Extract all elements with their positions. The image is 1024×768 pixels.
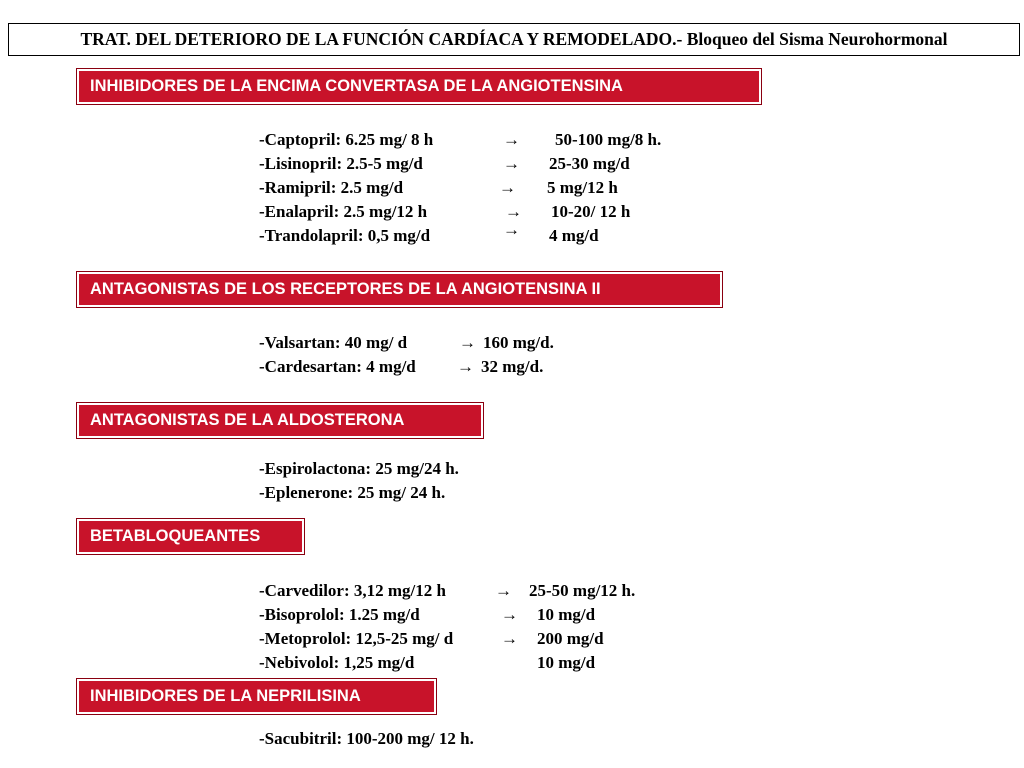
drug-dose: -Nebivolol: 1,25 mg/d	[259, 653, 415, 672]
arrow-icon: →	[501, 605, 518, 624]
target-dose: 4 mg/d	[549, 226, 599, 245]
drug-dose: -Bisoprolol: 1.25 mg/d	[259, 605, 420, 624]
target-dose: 5 mg/12 h	[547, 178, 618, 197]
drug-dose: -Metoprolol: 12,5-25 mg/ d	[259, 629, 454, 648]
section-header-ara: ANTAGONISTAS DE LOS RECEPTORES DE LA ANGIOTENSINA II	[77, 272, 722, 307]
target-dose: 160 mg/d.	[483, 333, 554, 352]
drug-dose: -Sacubitril: 100-200 mg/ 12 h.	[259, 729, 474, 748]
arrow-icon: →	[459, 333, 476, 352]
arrow-icon: →	[503, 220, 520, 239]
drug-dose: -Lisinopril: 2.5-5 mg/d	[259, 154, 423, 173]
drug-dose: -Ramipril: 2.5 mg/d	[259, 178, 404, 197]
drug-dose: -Espirolactona: 25 mg/24 h.	[259, 459, 459, 478]
drug-dose: -Captopril: 6.25 mg/ 8 h	[259, 130, 434, 149]
drug-dose: -Eplenerone: 25 mg/ 24 h.	[259, 483, 446, 502]
arrow-icon: →	[505, 202, 522, 221]
drug-dose: -Cardesartan: 4 mg/d	[259, 357, 416, 376]
target-dose: 25-30 mg/d	[549, 154, 630, 173]
section-header-betabloqueantes: BETABLOQUEANTES	[77, 519, 304, 554]
arrow-icon: →	[501, 629, 518, 648]
section-header-neprilisina: INHIBIDORES DE LA NEPRILISINA	[77, 679, 436, 714]
arrow-icon: →	[457, 357, 474, 376]
section-header-aldosterona: ANTAGONISTAS DE LA ALDOSTERONA	[77, 403, 483, 438]
target-dose: 25-50 mg/12 h.	[529, 581, 636, 600]
target-dose: 10 mg/d	[537, 653, 596, 672]
drug-dose: -Carvedilor: 3,12 mg/12 h	[259, 581, 446, 600]
arrow-icon: →	[503, 130, 520, 149]
target-dose: 10-20/ 12 h	[551, 202, 631, 221]
drug-dose: -Valsartan: 40 mg/ d	[259, 333, 408, 352]
arrow-icon: →	[499, 178, 516, 197]
page-title: TRAT. DEL DETERIORO DE LA FUNCIÓN CARDÍACA Y REMODELADO.- Bloqueo del Sisma Neurohormonal	[8, 23, 1020, 56]
drug-dose: -Enalapril: 2.5 mg/12 h	[259, 202, 428, 221]
section-header-ieca: INHIBIDORES DE LA ENCIMA CONVERTASA DE LA ANGIOTENSINA	[77, 69, 761, 104]
target-dose: 50-100 mg/8 h.	[555, 130, 662, 149]
target-dose: 10 mg/d	[537, 605, 596, 624]
arrow-icon: →	[503, 154, 520, 173]
drug-dose: -Trandolapril: 0,5 mg/d	[259, 226, 431, 245]
arrow-icon: →	[495, 581, 512, 600]
target-dose: 200 mg/d	[537, 629, 604, 648]
target-dose: 32 mg/d.	[481, 357, 544, 376]
